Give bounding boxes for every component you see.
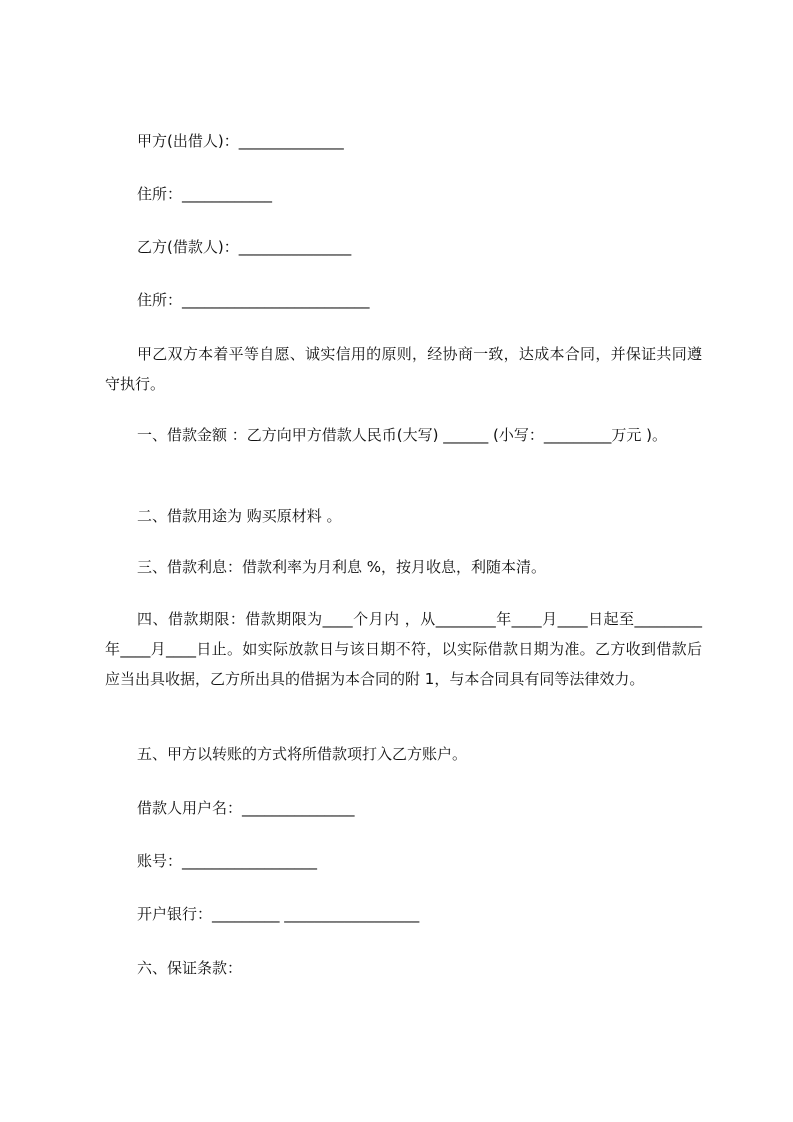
clause-1-amount: 一、借款金额 ：乙方向甲方借款人民币(大写) ______ (小写：_________万元 )。 [137, 426, 667, 444]
clause-5-transfer: 五、甲方以转账的方式将所借款项打入乙方账户。 [137, 745, 468, 763]
bank-line: 开户银行：_________ __________________ [137, 905, 420, 923]
clause-3-interest: 三、借款利息：借款利率为月利息 %，按月收息，利随本清。 [137, 558, 547, 576]
party-a-address-line: 住所：____________ [137, 185, 273, 203]
clause-6-guarantee: 六、保证条款： [137, 959, 243, 977]
account-number-line: 账号：__________________ [137, 852, 318, 870]
intro-paragraph: 甲乙双方本着平等自愿、诚实信用的原则，经协商一致，达成本合同，并保证共同遵守执行。 [105, 345, 702, 393]
clause-4-term: 四、借款期限：借款期限为____个月内 ，从________年____月____日起至_________年____月____日止。如实际放款日与该日期不符，以实际借款日期为准。乙方收到借款后应当出具收据，乙方所出具的借据为本合同的附 1，与本合同具有同等法律效力。 [105, 610, 702, 688]
party-b-line: 乙方(借款人)：_______________ [137, 238, 352, 256]
party-a-line: 甲方(出借人)：______________ [137, 132, 344, 150]
account-holder-line: 借款人用户名：_______________ [137, 799, 355, 817]
party-b-address-line: 住所：_________________________ [137, 291, 370, 309]
clause-2-purpose: 二、借款用途为 购买原材料 。 [137, 507, 342, 525]
